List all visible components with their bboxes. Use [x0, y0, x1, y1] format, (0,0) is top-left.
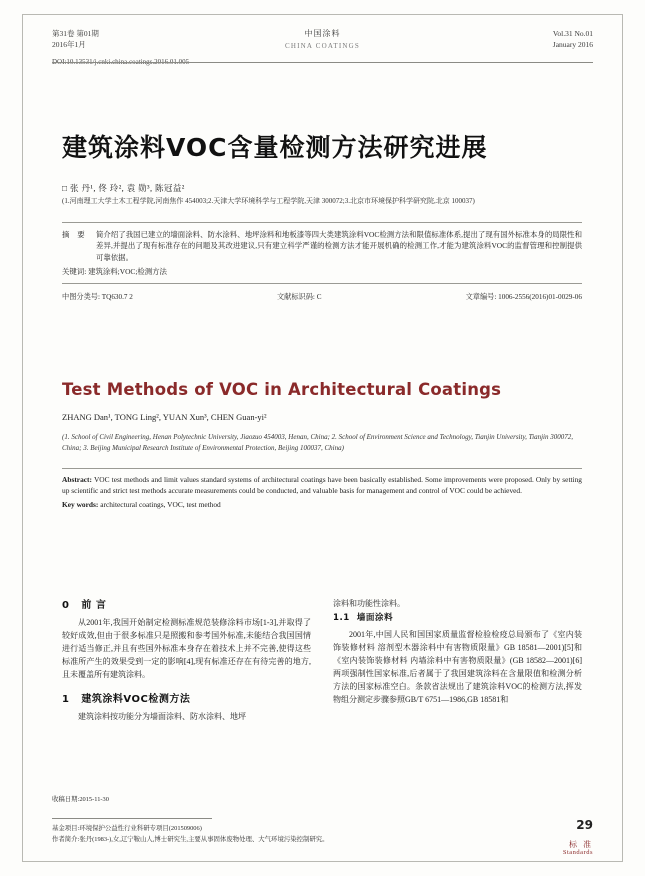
doc-code-label: 文献标识码: [276, 293, 313, 301]
abstract-cn-box: 摘 要 简介绍了我国已建立的墙面涂料、防水涂料、地坪涂料和地板漆等四大类建筑涂料VOC检测方法和限值标准体系,提出了现有国外标准本身的局限性和差异,并提出了现有标准存在的问题及其改进建议,只有建立科学严谨的检测方法才能开展机确的检测工作,才能为建筑涂料VOC的监督管理和控制提供可靠依据。 关键词: 建筑涂料;VOC;检测方法: [62, 222, 582, 284]
body-columns: [62, 598, 582, 788]
body-column-right: [333, 598, 582, 788]
footer-brand-cn: 标 准: [569, 840, 593, 849]
abstract-en-box: [62, 468, 582, 510]
footnotes-extra: [52, 824, 472, 845]
footer-brand: [563, 840, 593, 857]
section-1-number: 1: [62, 693, 70, 705]
header-divider: [52, 62, 593, 63]
body-column-left: [62, 598, 311, 788]
abstract-cn-text: 简介绍了我国已建立的墙面涂料、防水涂料、地坪涂料和地板漆等四大类建筑涂料VOC检测方法和限值标准体系,提出了现有国外标准本身的局限性和差异,并提出了现有标准存在的问题及其改进建议,只有建立科学严谨的检测方法才能开展机确的检测工作,才能为建筑涂料VOC的监督管理和控制提供可靠依据。: [96, 230, 582, 262]
header-volume-issue-en: Vol.31 No.01: [552, 29, 593, 38]
doc-code-value: C: [316, 293, 322, 301]
clc-label: 中图分类号: [62, 293, 98, 301]
keywords-en-label: Key words:: [62, 499, 99, 509]
footnotes: [52, 795, 352, 806]
header-date-cn: 2016年1月: [52, 40, 86, 50]
header-volume-en-block: [443, 28, 593, 51]
authors-en: ZHANG Dan¹, TONG Ling², YUAN Xun³, CHEN Guan-yi²: [62, 412, 267, 422]
keywords-cn-text: 建筑涂料;VOC;检测方法: [88, 267, 167, 277]
paragraph-right-2: 2001年,中国人民和国国家质量监督检验检疫总局颁布了《室内装饰装修材料 溶剂型木器涂料中有害物质限量》GB 18581—2001)[5]和《室内装饰装修材料 内墙涂料中有害物质限量》(GB 18582—2001)[6]两项强制性国家标准,后者属于了我国建筑涂料在含量限值和检测分析方法的国家标准空白。条款省法规出了建筑涂料VOC的检测方法,挥发物组分测定步骤参照GB/T 6751—1986,GB 18581和: [333, 629, 582, 704]
section-1-title: 建筑涂料VOC检测方法: [81, 693, 191, 705]
page-number: 29: [576, 818, 593, 832]
authors-cn: □ 张 丹¹, 佟 玲², 袁 勋³, 陈冠益²: [62, 183, 185, 193]
footnote-author: 作者简介:张丹(1983-),女,辽宁鞍山人,博士研究生,主要从事固体废物处理、大气环境污染控制研究。: [52, 835, 329, 843]
section-0-title: 前 言: [81, 600, 107, 611]
footnote-divider: [52, 818, 212, 819]
section-heading-1-1: [333, 612, 582, 626]
affiliation-en: (1. School of Civil Engineering, Henan Polytechnic University, Jiaozuo 454003, Henan, China; 2. School of Environment Science and Technology, Tianjin University, Tianjin 300072, China; 3. Beijing Municipal Research Institute of Environmental Protection, Beijing 100037, China): [62, 433, 573, 452]
article-id-value: 1006-2556(2016)01-0029-06: [498, 293, 582, 301]
footnote-fund: 基金项目:环境保护公益性行业科研专项目(201509006): [52, 825, 202, 832]
section-heading-1: [62, 692, 311, 708]
header-date-en: January 2016: [552, 40, 593, 50]
clc-value: TQ630.7 2: [101, 293, 133, 301]
affiliation-cn: (1.河南理工大学土木工程学院,河南焦作 454003;2.天津大学环境科学与工程学院,天津 300072;3.北京市环境保护科学研究院,北京 100037): [62, 197, 475, 205]
title-en: Test Methods of VOC in Architectural Coatings: [62, 380, 502, 399]
abstract-en-label: Abstract:: [62, 475, 92, 484]
header-journal-block: [202, 28, 443, 52]
section-0-number: 0: [62, 600, 70, 611]
section-heading-0: [62, 598, 311, 614]
footnote-received: 收稿日期:2015-11-30: [52, 796, 109, 803]
abstract-cn-label: 摘 要: [62, 230, 88, 239]
header-volume-block: [52, 28, 202, 51]
title-cn: 建筑涂料VOC含量检测方法研究进展: [62, 133, 488, 162]
paragraph-right-1: 涂料和功能性涂料。: [333, 599, 405, 608]
journal-name-cn: 中国涂料: [304, 29, 341, 38]
abstract-en-text: VOC test methods and limit values standard systems of architectural coatings have been basically established. Some improvements were proposed. Only by setting up scientific and strict test methods accurate measurements could be conducted, and valuable basis for management and control of VOC could be achieved.: [62, 475, 582, 496]
keywords-cn-label: 关键词: [62, 267, 85, 277]
footer-brand-en: Standards: [562, 849, 593, 857]
article-id-label: 文章编号: [465, 293, 495, 301]
classification-row: 中图分类号: TQ630.7 2 文献标识码: C 文章编号: 1006-2556(2016)01-0029-06: [62, 293, 582, 301]
section-1-1-title: 墙面涂料: [356, 612, 394, 623]
section-1-1-number: 1.1: [333, 612, 350, 623]
paragraph-left-2: 建筑涂料按功能分为墙面涂料、防水涂料、地坪: [78, 712, 246, 722]
paragraph-left-1: 从2001年,我国开始制定检测标准规范装修涂料市场[1-3],并取得了较好成效,但由于很多标准只是照搬和参考国外标准,未能结合我国国情进行适当修正,并且有些国外标准本身存在着技术上并不完善,使得这些标准所产生的效果受到一定的影响[4],现有标准还存在有待完善的地方,且未覆盖所有建筑涂料。: [62, 618, 311, 679]
journal-name-en: CHINA COATINGS: [285, 42, 360, 50]
keywords-en-text: architectural coatings, VOC, test method: [100, 499, 221, 509]
header-volume-issue: 第31卷 第01期: [52, 29, 99, 38]
